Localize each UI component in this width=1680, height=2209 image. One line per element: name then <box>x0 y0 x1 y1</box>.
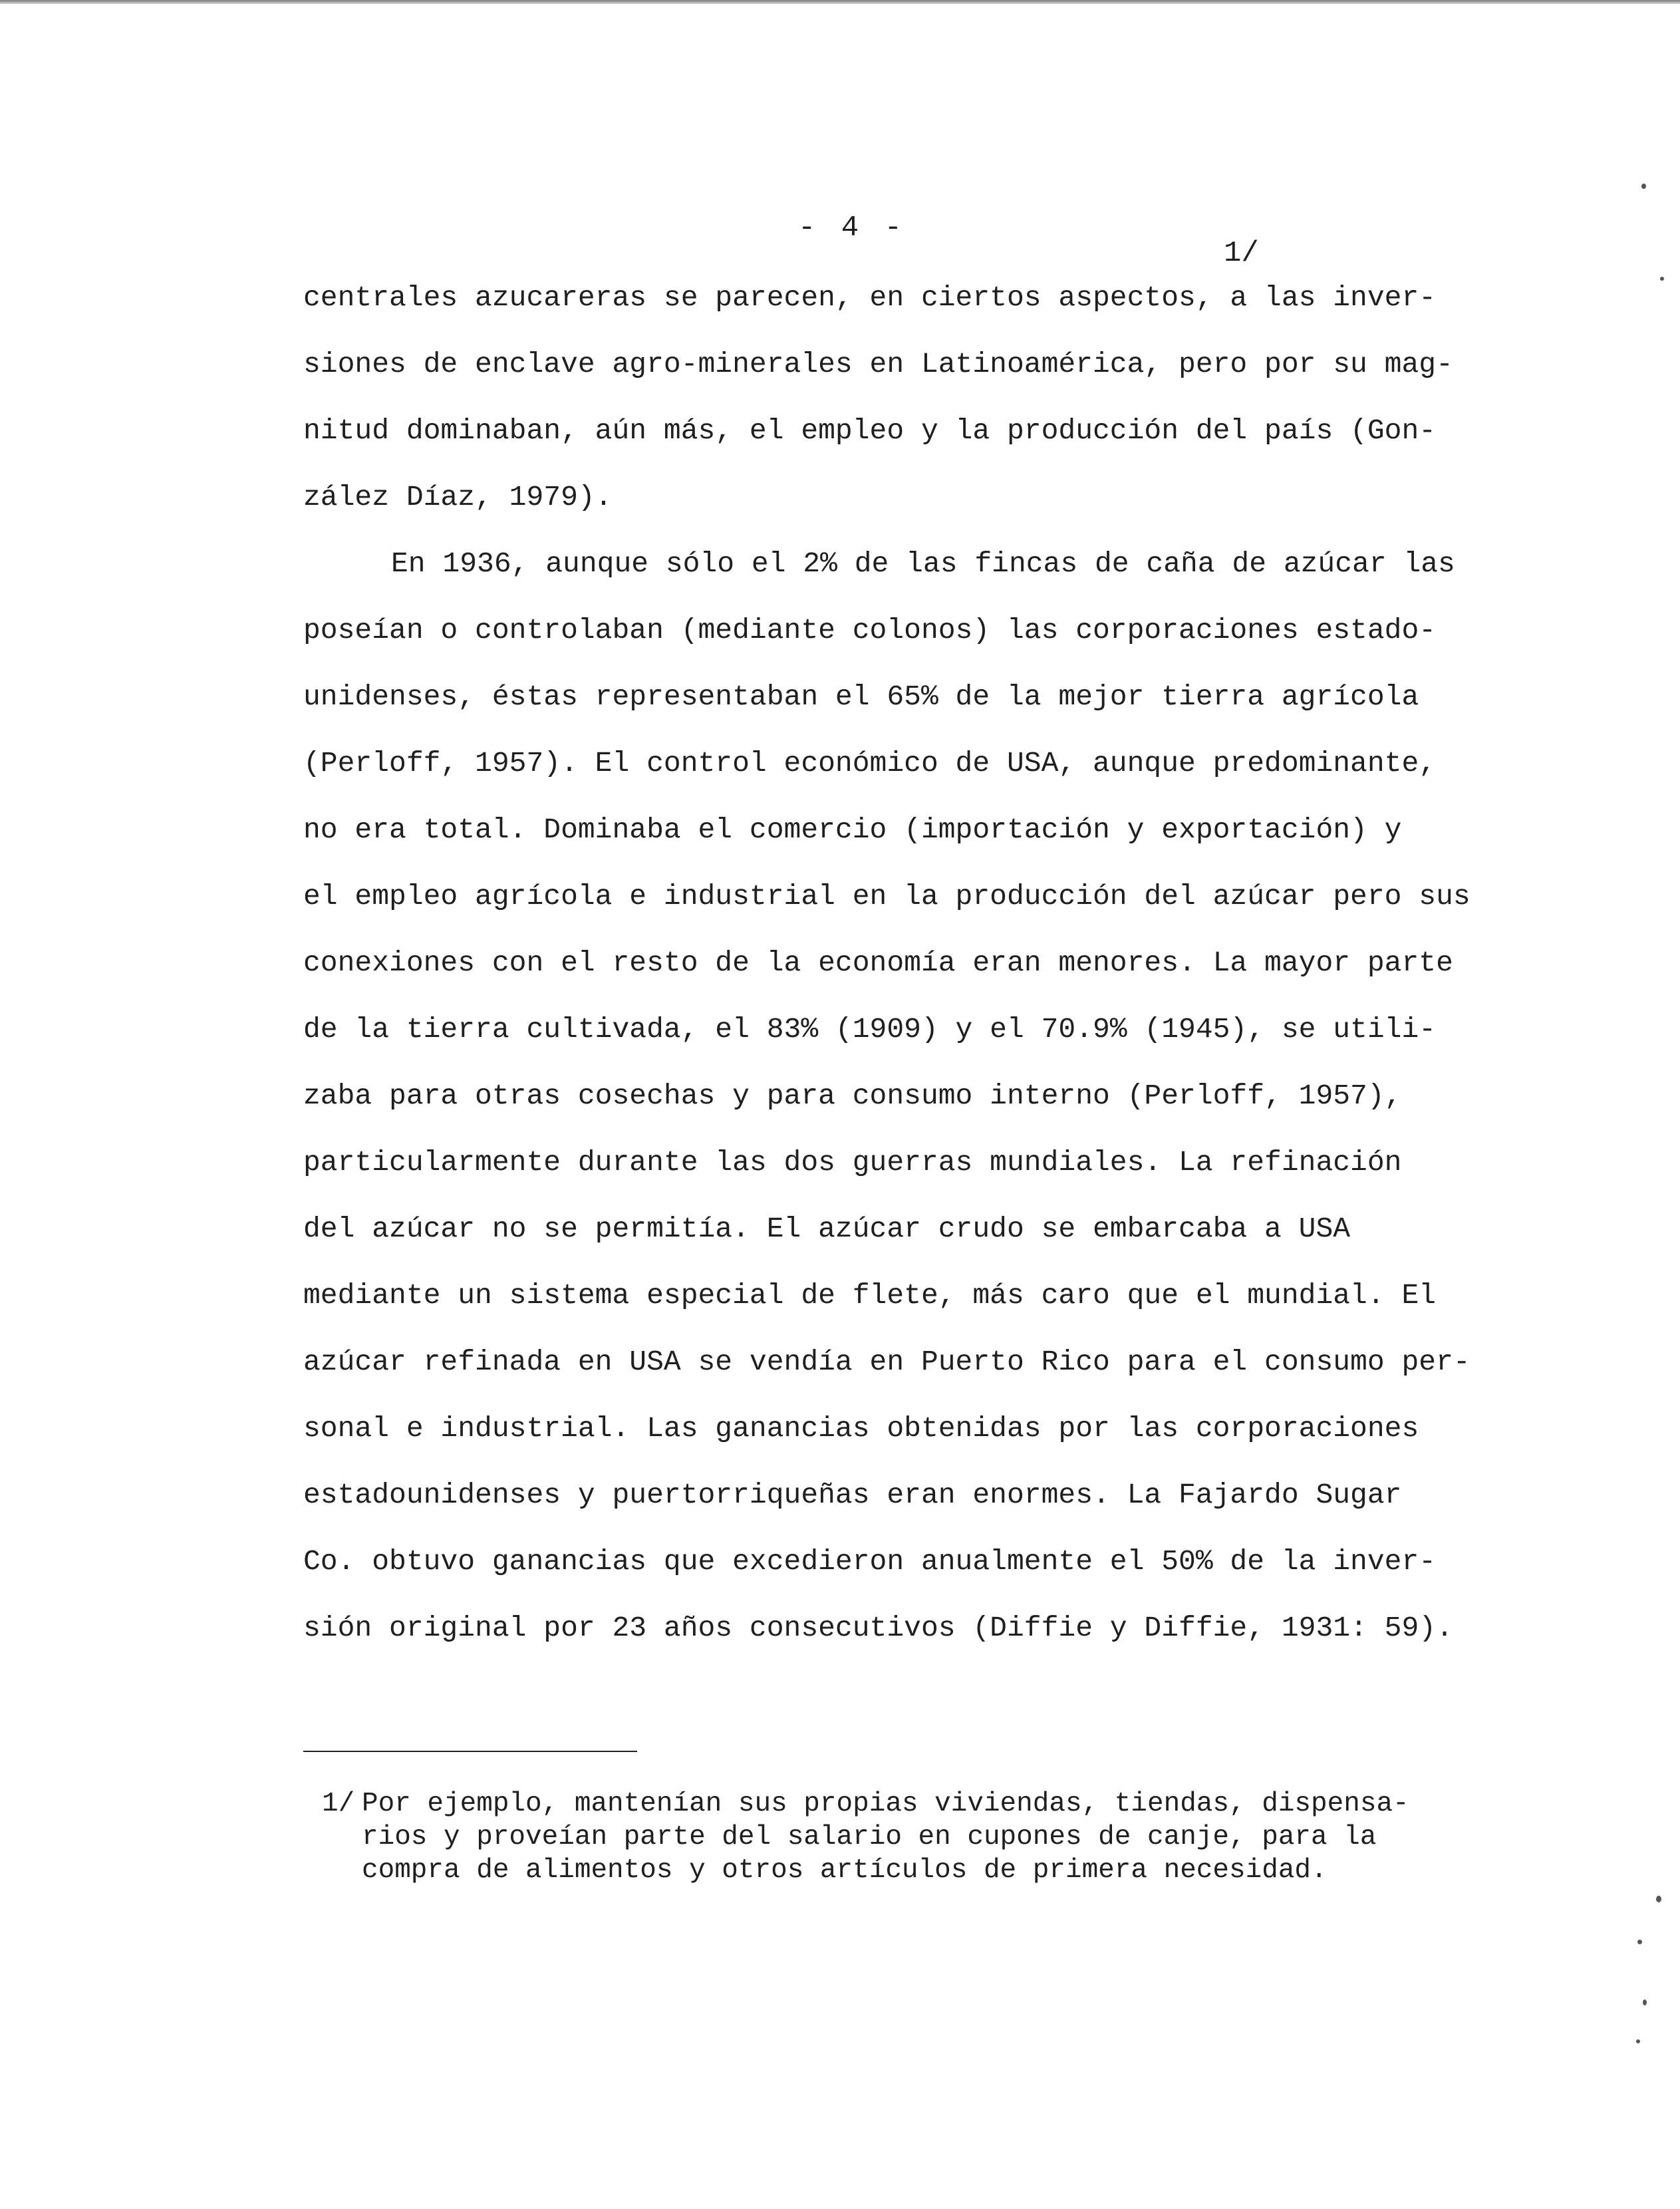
page-number: - 4 - <box>798 212 907 245</box>
body-line: nitud dominaban, aún más, el empleo y la producción del país (Gon- <box>303 414 1437 447</box>
scan-speck <box>1636 2039 1640 2043</box>
footnote-line: compra de alimentos y otros artículos de primera necesidad. <box>362 1855 1328 1886</box>
body-line: no era total. Dominaba el comercio (importación y exportación) y <box>303 813 1402 846</box>
body-line: de la tierra cultivada, el 83% (1909) y el 70.9% (1945), se utili- <box>303 1013 1437 1046</box>
scan-top-edge <box>0 0 1680 4</box>
body-line: (Perloff, 1957). El control económico de USA, aunque predominante, <box>303 747 1437 780</box>
footnote-divider <box>303 1751 637 1752</box>
body-line: poseían o controlaban (mediante colonos) las corporaciones estado- <box>303 614 1437 647</box>
footnote-marker: 1/ <box>322 1789 355 1819</box>
scan-speck <box>1660 277 1664 281</box>
body-line: zaba para otras cosechas y para consumo interno (Perloff, 1957), <box>303 1080 1402 1112</box>
body-line: estadounidenses y puertorriqueñas eran enormes. La Fajardo Sugar <box>303 1479 1402 1511</box>
body-line: conexiones con el resto de la economía eran menores. La mayor parte <box>303 947 1453 979</box>
body-line: zález Díaz, 1979). <box>303 481 613 514</box>
footnote-line: rios y proveían parte del salario en cupones de canje, para la <box>362 1822 1377 1852</box>
body-line: azúcar refinada en USA se vendía en Puerto Rico para el consumo per- <box>303 1346 1470 1378</box>
body-line: mediante un sistema especial de flete, más caro que el mundial. El <box>303 1279 1437 1312</box>
scan-speck <box>1641 184 1646 189</box>
body-line: sión original por 23 años consecutivos (Diffie y Diffie, 1931: 59). <box>303 1612 1453 1644</box>
scan-speck <box>1637 1940 1642 1944</box>
body-line: unidenses, éstas representaban el 65% de la mejor tierra agrícola <box>303 680 1419 713</box>
body-line: sonal e industrial. Las ganancias obtenidas por las corporaciones <box>303 1412 1419 1445</box>
scan-speck <box>1656 1896 1661 1902</box>
body-line: particularmente durante las dos guerras mundiales. La refinación <box>303 1146 1402 1179</box>
body-line: centrales azucareras se parecen, en ciertos aspectos, a las inver- <box>303 281 1437 314</box>
scan-speck <box>1643 1999 1647 2005</box>
body-line: el empleo agrícola e industrial en la producción del azúcar pero sus <box>303 880 1470 913</box>
body-line: del azúcar no se permitía. El azúcar crudo se embarcaba a USA <box>303 1213 1351 1245</box>
body-line: Co. obtuvo ganancias que excedieron anualmente el 50% de la inver- <box>303 1545 1437 1578</box>
footnote-line: Por ejemplo, mantenían sus propias viviendas, tiendas, dispensa- <box>362 1789 1409 1819</box>
paragraph-first-line: En 1936, aunque sólo el 2% de las fincas de caña de azúcar las <box>391 547 1455 580</box>
footnote-reference-marker: 1/ <box>1224 237 1259 270</box>
body-line: siones de enclave agro-minerales en Latinoamérica, pero por su mag- <box>303 348 1453 380</box>
